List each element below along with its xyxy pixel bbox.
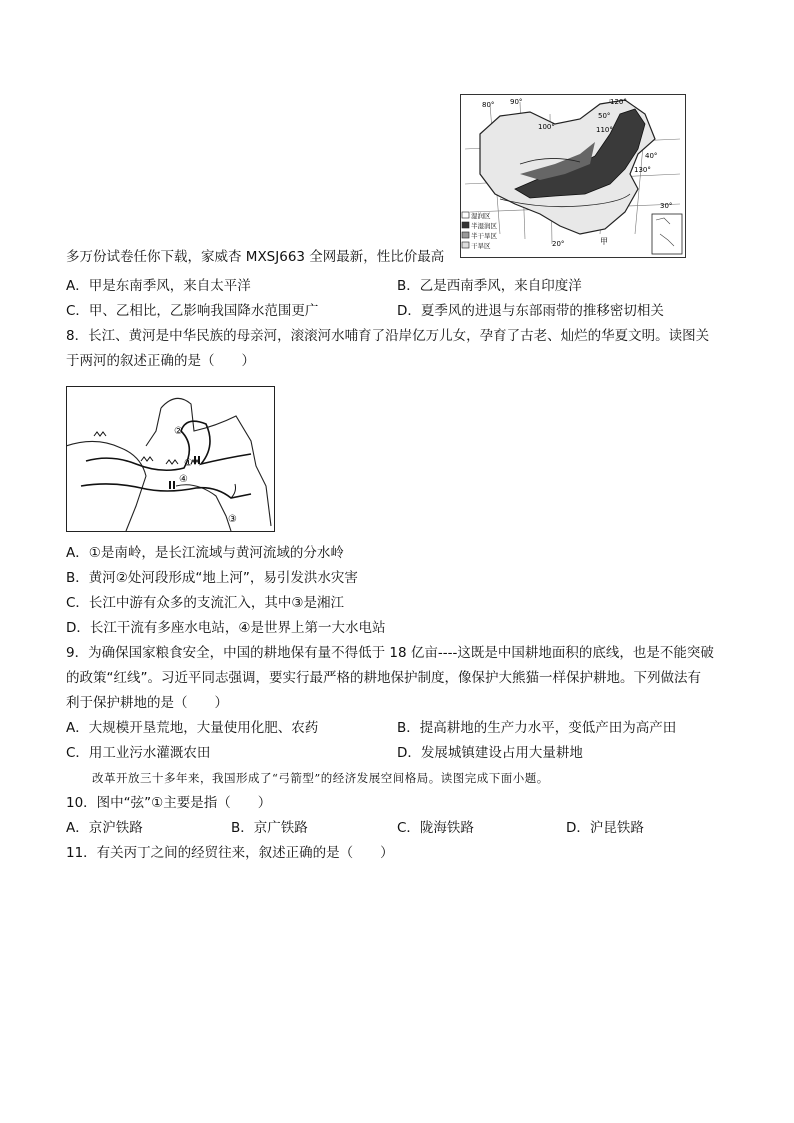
q9-stem-line-1: 9．为确保国家粮食安全，中国的耕地保有量不得低于 18 亿亩----这既是中国耕地面积的底线，也是不能突破 [66,645,714,661]
map1-deg-100: 100° [538,123,555,131]
q9-option-c[interactable]: C．用工业污水灌溉农田 [66,745,211,761]
legend-arid: 干旱区 [471,242,491,250]
rivers-map-svg [66,386,275,532]
q8-stem-line-2: 于两河的叙述正确的是（ ） [66,353,255,369]
map1-deg-90: 90° [510,98,523,106]
q7-option-b[interactable]: B．乙是西南季风，来自印度洋 [397,278,582,294]
q7-option-a[interactable]: A．甲是东南季风，来自太平洋 [66,278,251,294]
map1-deg-30: 30° [660,202,673,210]
q8-option-a[interactable]: A．①是南岭，是长江流域与黄河流域的分水岭 [66,545,344,561]
q10-11-intro: 改革开放三十多年来，我国形成了“弓箭型”的经济发展空间格局。读图完成下面小题。 [92,771,549,785]
map1-deg-110: 110° [596,126,613,134]
ad-text-line: 多万份试卷任你下载，家威杏 MXSJ663 全网最新，性比价最高 [66,249,445,265]
q10-option-c[interactable]: C．陇海铁路 [397,820,474,836]
q11-stem: 11．有关丙丁之间的经贸往来，叙述正确的是（ ） [66,845,394,861]
q9-option-a[interactable]: A．大规模开垦荒地，大量使用化肥、农药 [66,720,319,736]
q10-option-d[interactable]: D．沪昆铁路 [566,820,644,836]
q10-option-b[interactable]: B．京广铁路 [231,820,308,836]
china-climate-map-svg [460,94,686,258]
q9-option-b[interactable]: B．提高耕地的生产力水平，变低产田为高产田 [397,720,677,736]
legend-semi-humid: 半湿润区 [471,222,497,230]
rivers-map-label-4: ④ [179,474,188,485]
q9-stem-line-3: 利于保护耕地的是（ ） [66,695,228,711]
rivers-map-label-2: ② [174,426,183,437]
legend-humid: 湿润区 [471,212,491,220]
q10-option-a[interactable]: A．京沪铁路 [66,820,143,836]
china-climate-map [460,94,686,258]
rivers-map-label-3: ③ [228,514,237,525]
q9-stem-line-2: 的政策“红线”。习近平同志强调，要实行最严格的耕地保护制度，像保护大熊猫一样保护耕地。下列做法有 [66,670,701,686]
map1-marker-jia: 甲 [600,237,608,246]
map1-deg-40: 40° [645,152,658,160]
map1-deg-80: 80° [482,101,495,109]
q8-option-d[interactable]: D．长江干流有多座水电站，④是世界上第一大水电站 [66,620,386,636]
rivers-map-label-1: ① [184,458,193,469]
q7-option-c[interactable]: C．甲、乙相比，乙影响我国降水范围更广 [66,303,319,319]
q8-option-c[interactable]: C．长江中游有众多的支流汇入，其中③是湘江 [66,595,345,611]
map1-deg-120: 120° [610,98,627,106]
rivers-map [66,386,275,532]
map1-deg-50: 50° [598,112,611,120]
legend-semi-arid: 半干旱区 [471,232,497,240]
q9-option-d[interactable]: D．发展城镇建设占用大量耕地 [397,745,583,761]
q7-option-d[interactable]: D．夏季风的进退与东部雨带的推移密切相关 [397,303,664,319]
map1-deg-20: 20° [552,240,565,248]
map1-deg-130: 130° [634,166,651,174]
q8-option-b[interactable]: B．黄河②处河段形成“地上河”，易引发洪水灾害 [66,570,358,586]
q10-stem: 10．图中“弦”①主要是指（ ） [66,795,272,811]
q8-stem-line-1: 8．长江、黄河是中华民族的母亲河，滚滚河水哺育了沿岸亿万儿女，孕育了古老、灿烂的华夏文明。读图关 [66,328,710,344]
